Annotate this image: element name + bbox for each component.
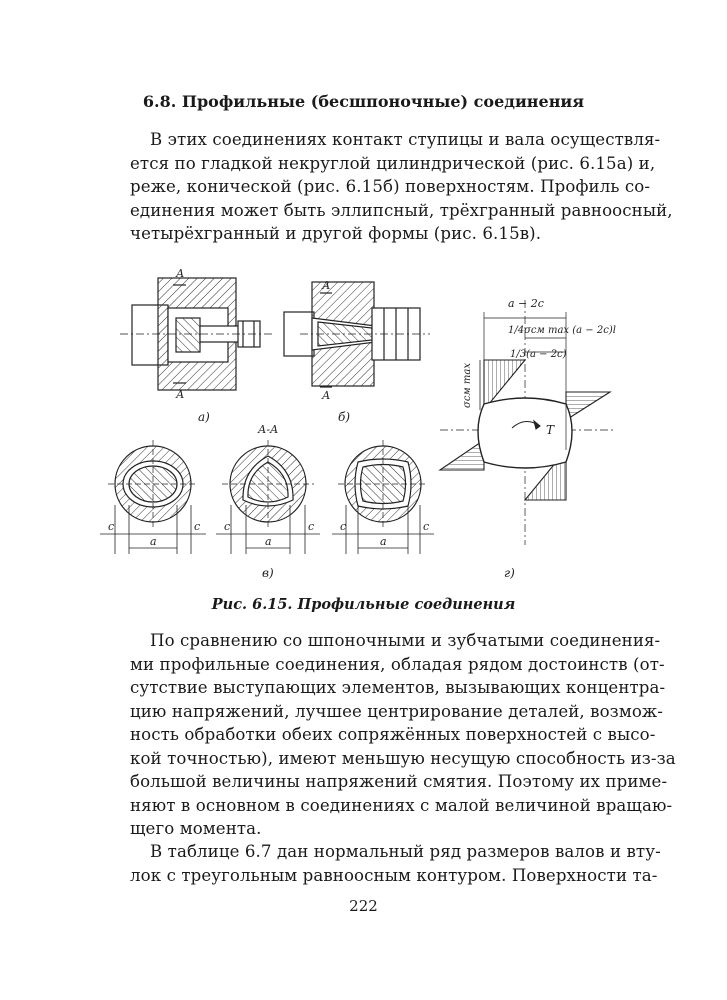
dim-c-right-1: c bbox=[194, 520, 201, 533]
annotation-third-width: 1/3(a − 2c) bbox=[510, 349, 567, 360]
text-line: няют в основном в соединениях с малой величиной вращаю- bbox=[130, 795, 673, 815]
dim-c-left-1: c bbox=[108, 520, 115, 533]
text-line: четырёхгранный и другой формы (рис. 6.15в). bbox=[130, 224, 542, 243]
section-mark-b-bottom: А bbox=[322, 389, 331, 402]
section-mark-a-top: А bbox=[176, 267, 185, 280]
dim-c-right-2: c bbox=[308, 520, 315, 533]
label-torque: T bbox=[546, 423, 555, 437]
page-number: 222 bbox=[349, 897, 378, 915]
text-line: цию напряжений, лучшее центрирование деталей, возмож- bbox=[130, 701, 663, 721]
figure-b-drawing bbox=[284, 282, 430, 387]
figure-g-drawing bbox=[440, 300, 615, 545]
text-line: сутствие выступающих элементов, вызывающих концентра- bbox=[130, 678, 666, 697]
text-line: По сравнению со шпоночными и зубчатыми соединения- bbox=[150, 631, 661, 650]
paragraph-table-ref bbox=[130, 840, 661, 887]
section-heading: 6.8. Профильные (бесшпоночные) соединения bbox=[142, 92, 585, 111]
figure-label-g: г) bbox=[504, 566, 515, 580]
text-line: В таблице 6.7 дан нормальный ряд размеров валов и вту- bbox=[150, 842, 661, 861]
text-line: реже, конической (рис. 6.15б) поверхностям. Профиль со- bbox=[130, 177, 651, 196]
dim-a-minus-2c: a − 2c bbox=[508, 297, 544, 310]
figure-a-drawing bbox=[120, 278, 275, 390]
text-line: лок с треугольным равноосным контуром. Поверхности та- bbox=[130, 865, 658, 885]
dim-a-2: a bbox=[265, 535, 272, 548]
text-line: В этих соединениях контакт ступицы и вала осуществля- bbox=[150, 130, 661, 149]
section-mark-b-top: А bbox=[322, 279, 331, 292]
text-line: ми профильные соединения, обладая рядом достоинств (от- bbox=[130, 654, 665, 674]
dim-c-left-2: c bbox=[224, 520, 231, 533]
text-line: щего момента. bbox=[130, 819, 262, 838]
figure-caption: Рис. 6.15. Профильные соединения bbox=[211, 596, 516, 613]
figure-label-a: а) bbox=[198, 410, 210, 424]
text-line: ность обработки обеих сопряжённых поверхностей с высо- bbox=[130, 725, 656, 744]
dim-a-1: a bbox=[150, 535, 157, 548]
label-sigma-max: σсм max bbox=[462, 363, 473, 408]
annotation-quarter-load: 1/4σсм max (a − 2c)l bbox=[508, 325, 616, 336]
text-line: большой величины напряжений смятия. Поэтому их приме- bbox=[130, 772, 668, 791]
section-label-aa: А-А bbox=[258, 423, 279, 436]
section-mark-a-bottom: А bbox=[176, 388, 185, 401]
text-line: единения может быть эллипсный, трёхгранный равноосный, bbox=[130, 200, 673, 220]
figure-label-b: б) bbox=[338, 410, 351, 424]
text-line: ется по гладкой некруглой цилиндрической (рис. 6.15а) и, bbox=[130, 153, 656, 173]
paragraph-comparison bbox=[130, 629, 676, 841]
dim-c-right-3: c bbox=[423, 520, 430, 533]
text-line: кой точностью), имеют меньшую несущую способность из-за bbox=[130, 748, 676, 768]
figure-label-v: в) bbox=[262, 566, 274, 580]
dim-a-3: a bbox=[380, 535, 387, 548]
dim-c-left-3: c bbox=[340, 520, 347, 533]
